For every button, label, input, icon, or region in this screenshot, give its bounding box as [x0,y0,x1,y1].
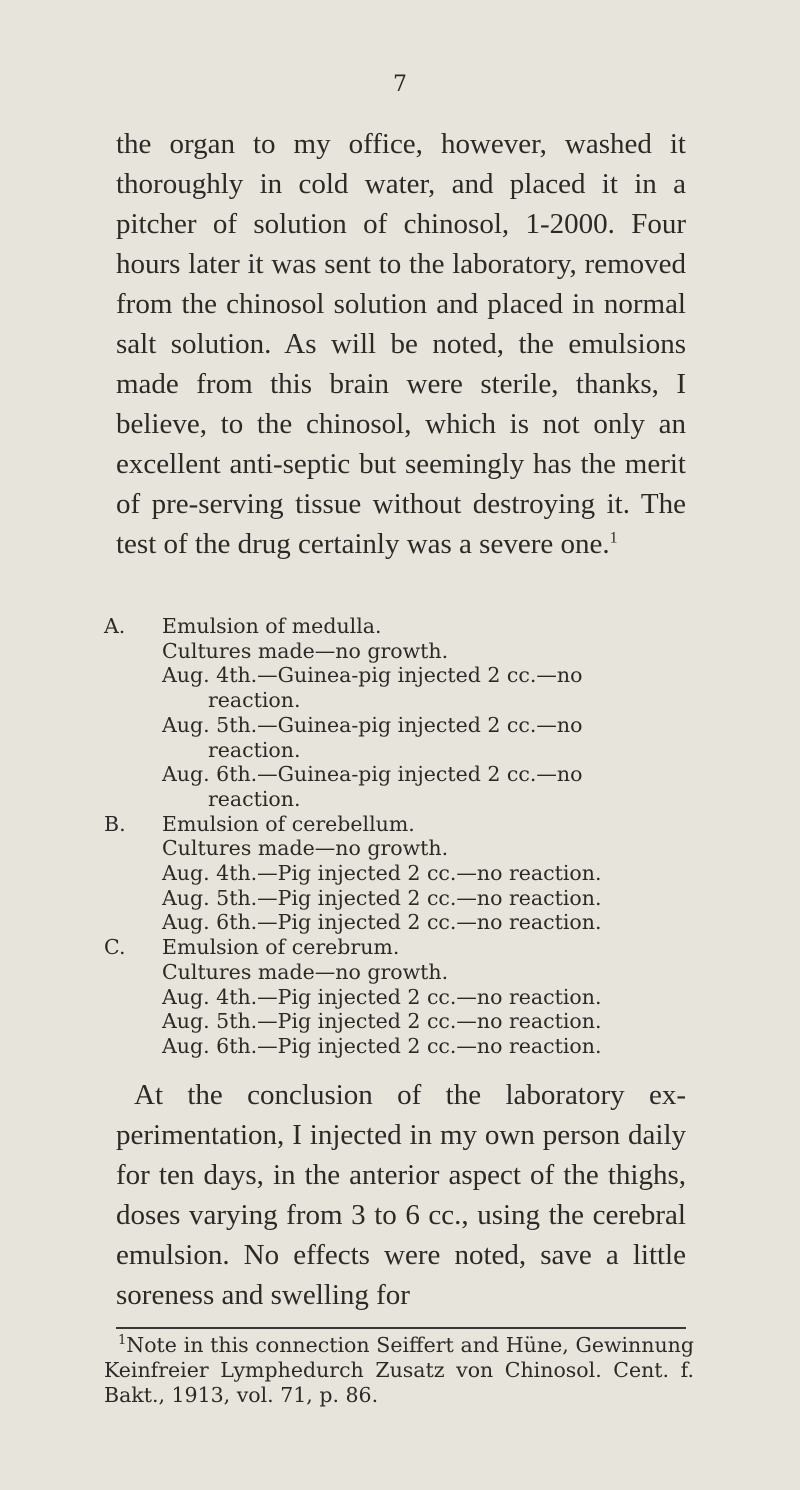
injection-entry-continuation: reaction. [208,688,301,713]
result-marker: C. [104,935,126,960]
result-marker: A. [104,614,126,638]
result-marker: B. [104,811,126,836]
result-title: Emulsion of cerebellum. [162,811,415,836]
result-heading-b [104,812,694,837]
footnote-mark: 1 [118,1333,127,1349]
footnote [104,1333,694,1408]
injection-entry: Aug. 5th.—Guinea-pig injected 2 cc.—no [162,712,583,737]
result-title: Emulsion of medulla. [162,614,382,638]
injection-entry-continuation: reaction. [208,737,301,762]
injection-entry: Aug. 5th.—Pig injected 2 cc.—no reaction. [162,1009,602,1034]
injection-entry: Aug. 5th.—Pig injected 2 cc.—no reaction. [162,885,602,910]
page-number: 7 [393,72,407,97]
injection-entry: Aug. 6th.—Pig injected 2 cc.—no reaction. [162,910,602,935]
footnote-reference: 1 [609,529,618,547]
footnote-text: Note in this connection Seiffert and Hüne, Gewinnung Keinfreier Lymphedurch Zusatz von Chinosol. Cent. f. Bakt., 1913, vol. 71, p. 86. [104,1333,694,1407]
injection-entry: Aug. 6th.—Guinea-pig injected 2 cc.—no [162,762,583,787]
result-heading-c [104,935,694,960]
footnote-divider [116,1327,686,1329]
injection-entry: Aug. 6th.—Pig injected 2 cc.—no reaction. [162,1033,602,1058]
injection-entry: Aug. 4th.—Pig injected 2 cc.—no reaction. [162,984,602,1009]
injection-entry: Aug. 4th.—Pig injected 2 cc.—no reaction. [162,861,602,886]
cultures-line: Cultures made—no growth. [162,959,449,984]
result-title: Emulsion of cerebrum. [162,935,400,960]
body-paragraph-2: At the conclusion of the laboratory ex-perimentation, I injected in my own person daily for ten days, in the anterior aspect of the thighs, doses varying from 3 to 6 cc., using the cerebral emulsion. No effects were noted, save a little soreness and swelling for [116,1079,686,1311]
cultures-line: Cultures made—no growth. [162,638,449,663]
experiment-results-list [104,614,694,1059]
injection-entry: Aug. 4th.—Guinea-pig injected 2 cc.—no [162,663,583,688]
body-paragraph-1 [116,124,686,564]
cultures-line: Cultures made—no growth. [162,836,449,861]
paragraph-1-text: the organ to my office, however, washed it thoroughly in cold water, and placed it in a pitcher of solution of chinosol, 1-2000. Four hours later it was sent to the laboratory, removed from the chinosol solution and placed in normal salt solution. As will be noted, the emulsions made from this brain were sterile, thanks, I believe, to the chinosol, which is not only an excellent anti-septic but seemingly has the merit of pre-serving tissue without destroying it. The test of the drug certainly was a severe one. [116,128,686,560]
result-heading-a [104,614,694,639]
injection-entry-continuation: reaction. [208,786,301,811]
